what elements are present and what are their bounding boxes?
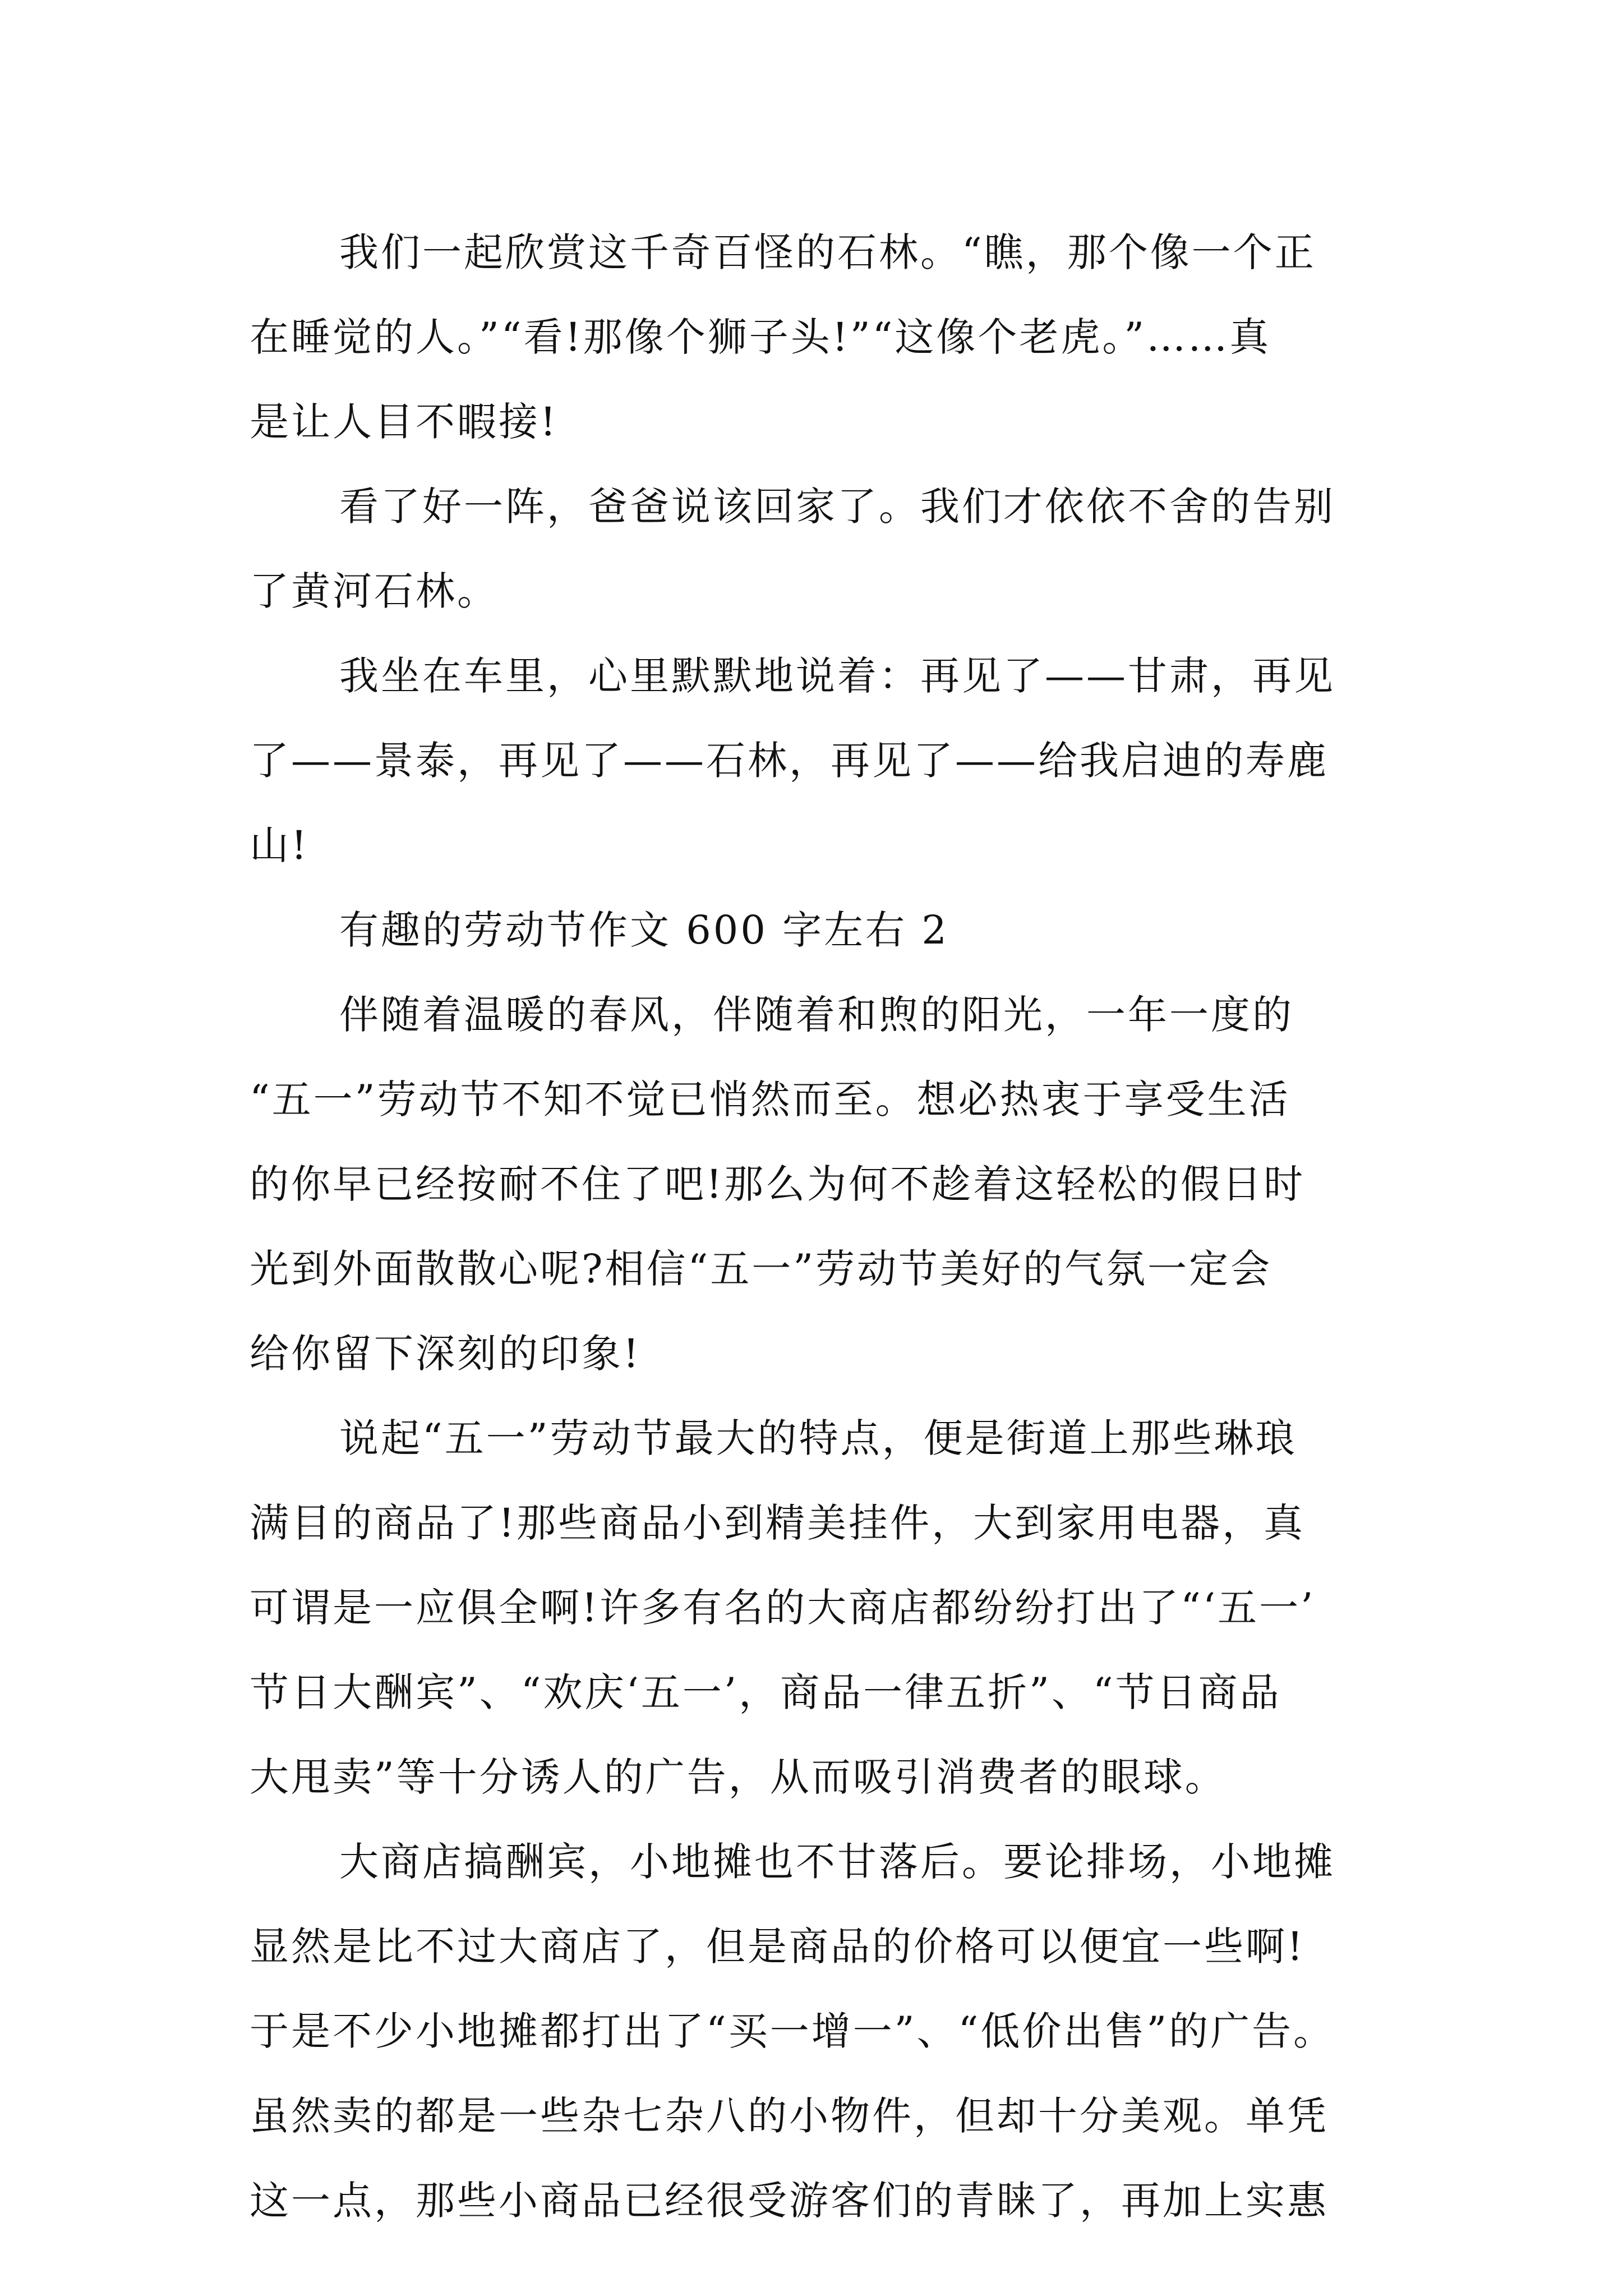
text-line: 我们一起欣赏这千奇百怪的石林。“瞧，那个像一个正 (339, 229, 1316, 275)
text-line: 节日大酬宾”、“欢庆‘五一’，商品一律五折”、“节日商品 (250, 1669, 1281, 1715)
section-heading: 有趣的劳动节作文 600 字左右 2 (339, 907, 949, 953)
text-line: 虽然卖的都是一些杂七杂八的小物件，但却十分美观。单凭 (250, 2093, 1329, 2139)
document-body (250, 210, 1394, 2243)
text-line: 大商店搞酬宾，小地摊也不甘落后。要论排场，小地摊 (339, 1839, 1335, 1885)
text-line: 山! (250, 822, 310, 868)
text-line: 大甩卖”等十分诱人的广告，从而吸引消费者的眼球。 (250, 1754, 1227, 1800)
text-line: 满目的商品了!那些商品小到精美挂件，大到家用电器，真 (250, 1500, 1306, 1546)
text-line: 这一点，那些小商品已经很受游客们的青睐了，再加上实惠 (250, 2178, 1329, 2224)
text-line: 看了好一阵，爸爸说该回家了。我们才依依不舍的告别 (339, 484, 1335, 530)
text-line: 的你早已经按耐不住了吧!那么为何不趁着这轻松的假日时 (250, 1161, 1306, 1207)
text-line: 光到外面散散心呢?相信“五一”劳动节美好的气氛一定会 (250, 1246, 1272, 1292)
text-line: “五一”劳动节不知不觉已悄然而至。想必热衷于享受生活 (250, 1076, 1290, 1122)
text-line: 了黄河石林。 (250, 568, 499, 614)
text-line: 我坐在车里，心里默默地说着：再见了——甘肃，再见 (339, 653, 1335, 699)
text-line: 给你留下深刻的印象! (250, 1331, 642, 1377)
text-line: 显然是比不过大商店了，但是商品的价格可以便宜一些啊! (250, 1924, 1306, 1970)
text-line: 了——景泰，再见了——石林，再见了——给我启迪的寿鹿 (250, 738, 1329, 784)
text-line: 伴随着温暖的春风，伴随着和煦的阳光，一年一度的 (339, 992, 1294, 1038)
text-line: 于是不少小地摊都打出了“买一增一”、“低价出售”的广告。 (250, 2008, 1335, 2054)
text-line: 在睡觉的人。”“看!那像个狮子头!”“这像个老虎。”……真 (250, 314, 1271, 360)
text-line: 是让人目不暇接! (250, 399, 559, 445)
text-line: 说起“五一”劳动节最大的特点，便是街道上那些琳琅 (339, 1415, 1297, 1461)
text-line: 可谓是一应俱全啊!许多有名的大商店都纷纷打出了“‘五一’ (250, 1585, 1316, 1631)
